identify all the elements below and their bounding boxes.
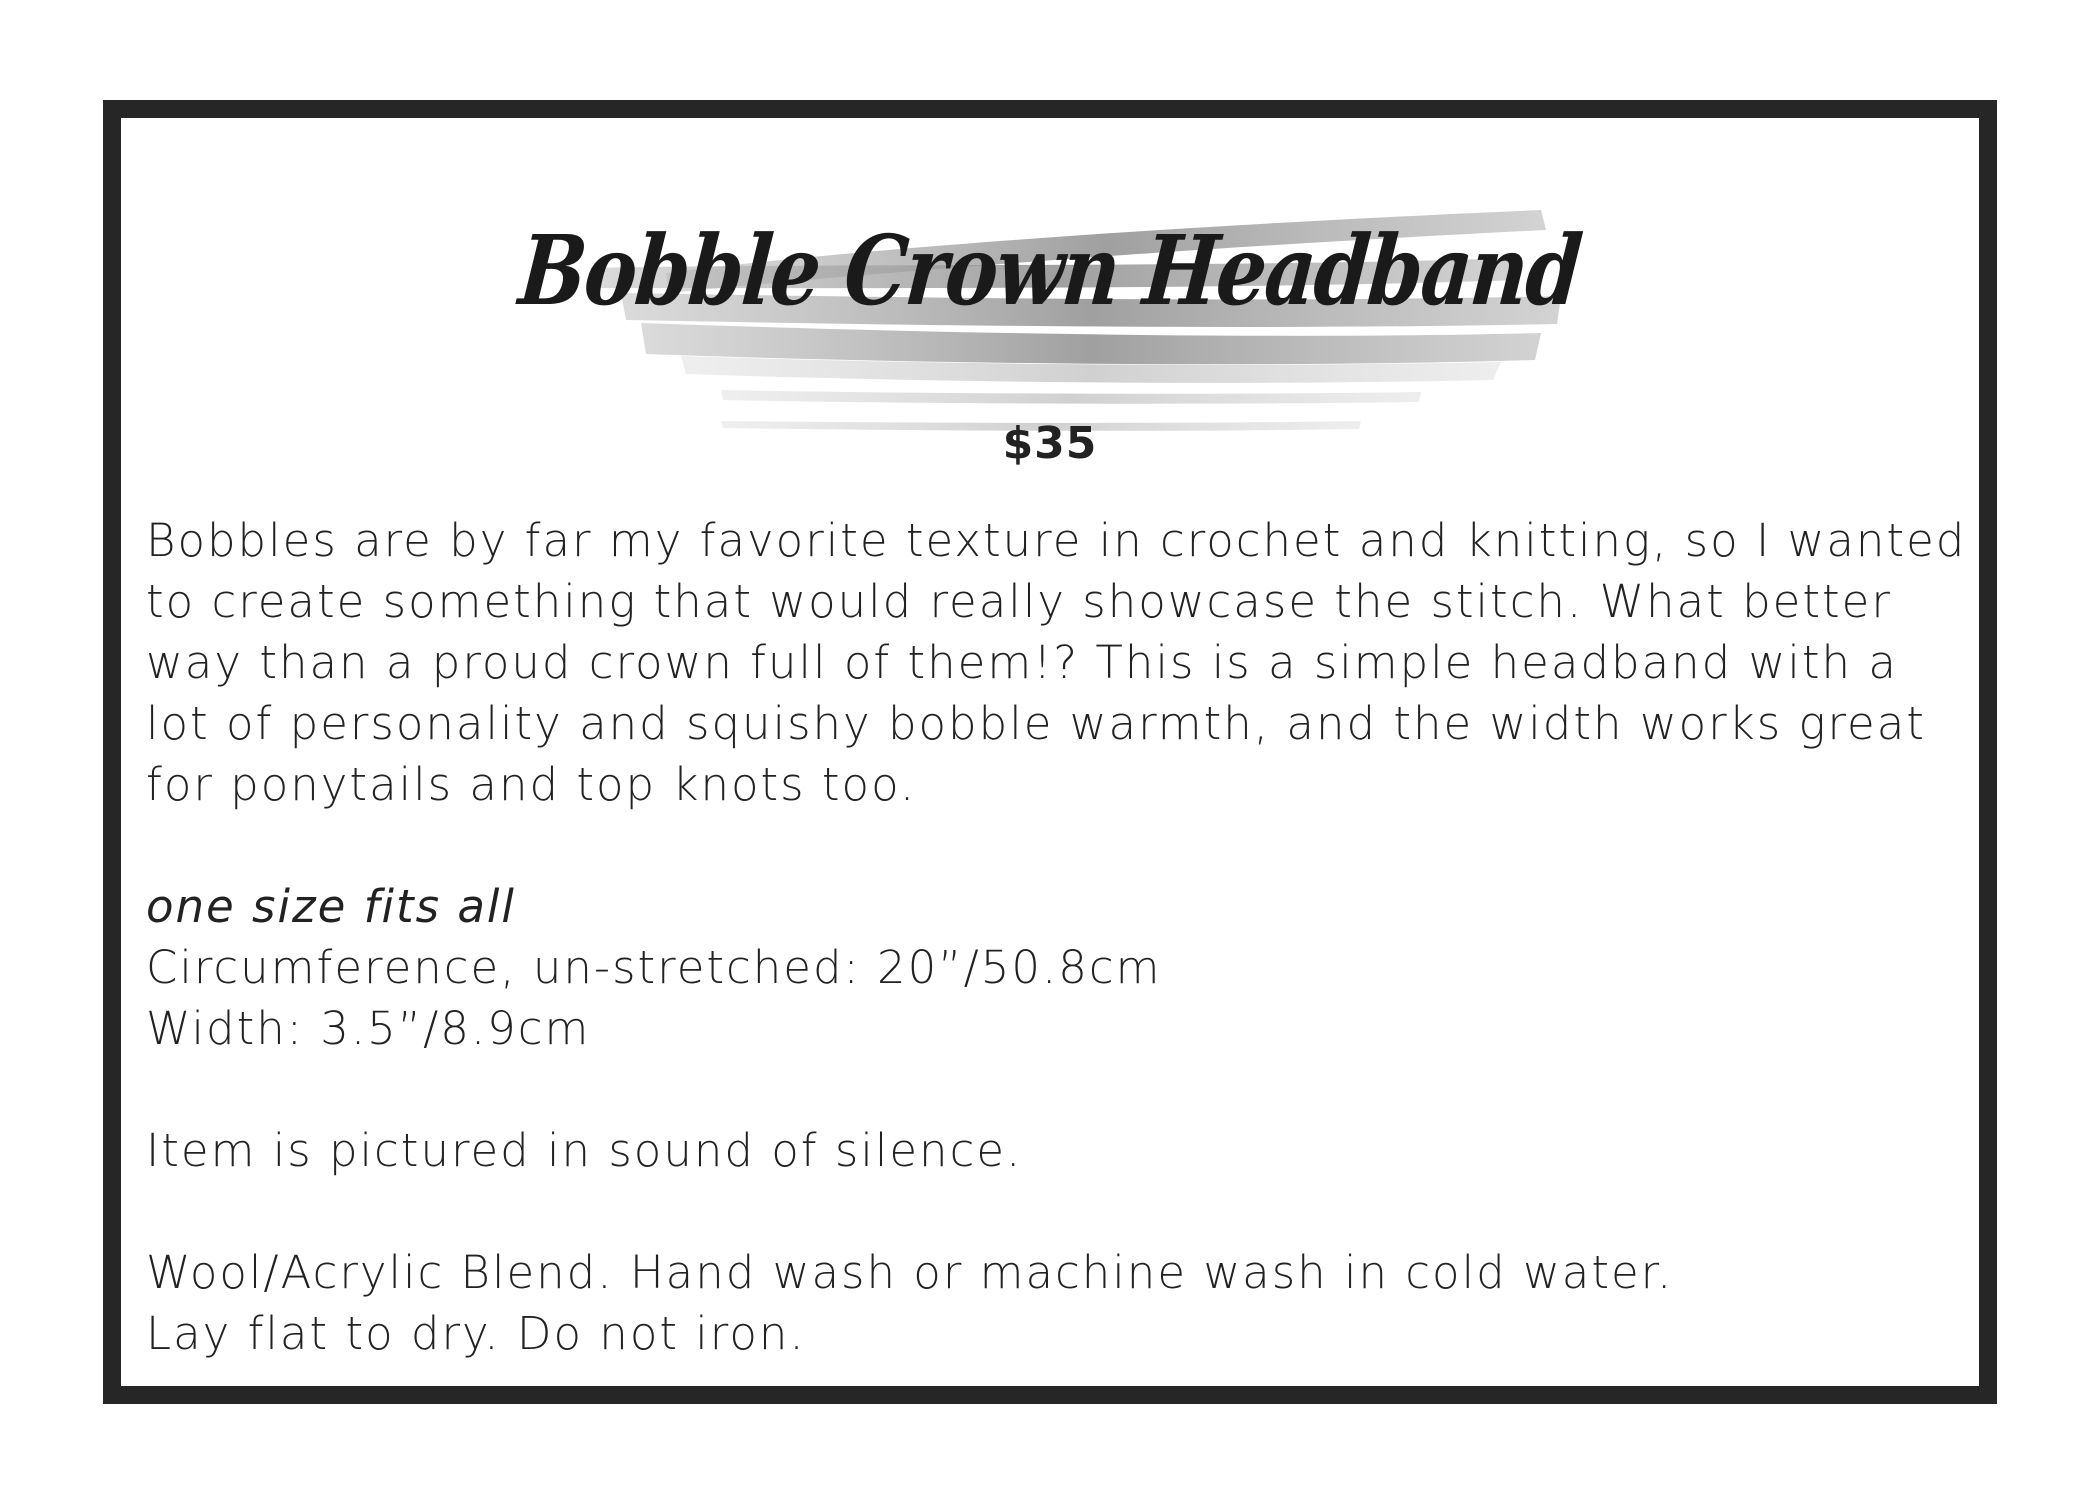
product-title-text: Bobble Crown Headband [515,214,1585,327]
description-line: for ponytails and top knots too. [146,758,917,811]
description-line: Bobbles are by far my favorite texture in crochet and knitting, so I wanted [146,514,1967,567]
description-line: to create something that would really showcase the stitch. What better [146,575,1892,628]
description-line: lot of personality and squishy bobble warmth, and the width works great [146,697,1926,750]
circumference-spec: Circumference, un-stretched: 20”/50.8cm [146,941,1162,994]
description-line: way than a proud crown full of them!? This is a simple headband with a [146,636,1898,689]
product-card [103,100,1997,1404]
size-note: one size fits all [146,880,516,933]
product-details [146,510,2006,1364]
spacer [146,815,2006,876]
pictured-in-note: Item is pictured in sound of silence. [146,1124,1023,1177]
care-line: Wool/Acrylic Blend. Hand wash or machine wash in cold water. [146,1246,1674,1299]
width-spec: Width: 3.5”/8.9cm [146,1002,591,1055]
product-title [283,214,1816,327]
spacer [146,1059,2006,1120]
care-line: Lay flat to dry. Do not iron. [146,1307,806,1360]
spacer [146,1181,2006,1242]
product-price: $35 [1002,418,1098,469]
